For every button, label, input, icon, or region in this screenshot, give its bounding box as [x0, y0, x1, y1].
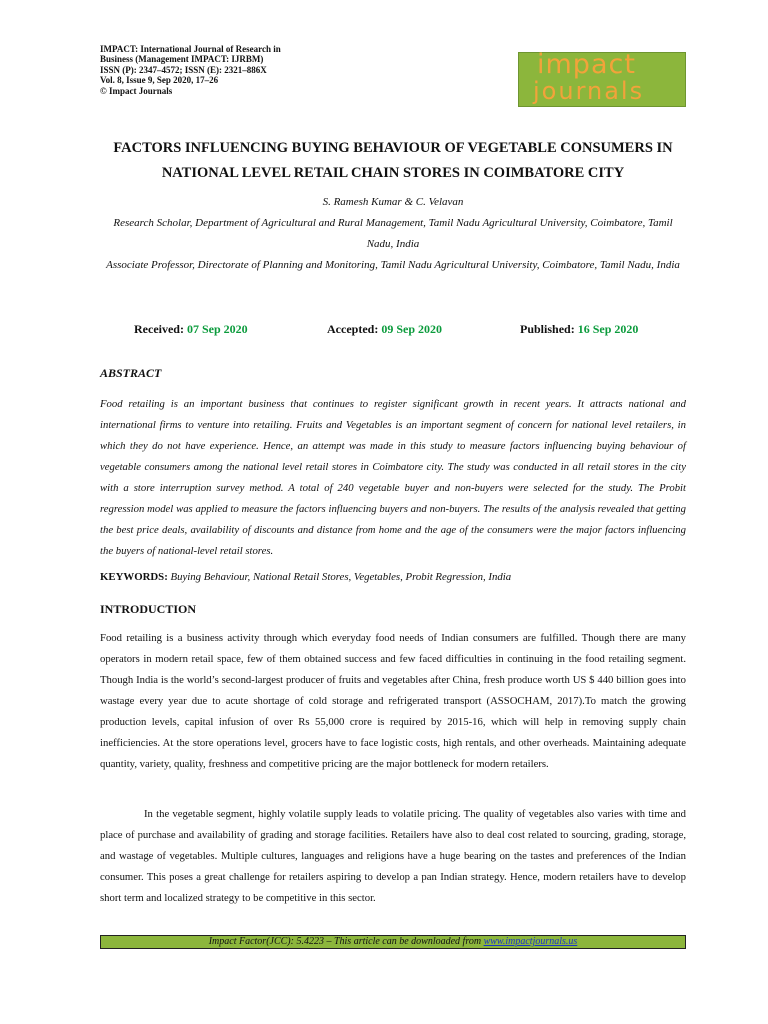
title-line-1: FACTORS INFLUENCING BUYING BEHAVIOUR OF VEGETABLE CONSUMERS IN: [113, 140, 673, 156]
journal-header: [100, 44, 330, 96]
page-footer: [100, 935, 686, 949]
keywords: [100, 571, 686, 583]
abstract-text: Food retailing is an important business that continues to register significant growth in recent years. It attracts national and international firms to venture into retailing. Fruits and Vegetables is an important segment of concern for national level retailers, in which they do not have experience. Hence, an attempt was made in this study to measure factors influencing buying behaviour of vegetable consumers among the national level retail stores in Coimbatore city. The study was conducted in all retail stores in the city with a store interruption survey method. A total of 240 vegetable buyer and non-buyers were selected for the study. The Probit regression model was applied to measure the factors influencing buyers and non-buyers. The results of the analysis revealed that getting the best price deals, availability of discounts and distance from home and the age of the consumers were the major factors influencing the buyers of national-level retail stores.: [100, 398, 686, 557]
journal-name-line-1: IMPACT: International Journal of Research in: [100, 44, 281, 54]
paper-title: [100, 136, 686, 186]
accepted-date: [327, 322, 442, 337]
published-label: Published:: [520, 322, 575, 336]
footer-text: Impact Factor(JCC): 5.4223 – This article can be downloaded from: [208, 936, 484, 947]
issn-line: ISSN (P): 2347–4572; ISSN (E): 2321–886X: [100, 64, 267, 75]
accepted-value: 09 Sep 2020: [381, 322, 442, 336]
impact-journals-logo: [518, 49, 686, 107]
affiliation-1: Research Scholar, Department of Agricultural and Rural Management, Tamil Nadu Agricultural University, Coimbatore, Tamil Nadu, India: [113, 217, 673, 250]
published-date: [520, 322, 638, 337]
accepted-label: Accepted:: [327, 322, 379, 336]
intro-paragraph-2: In the vegetable segment, highly volatile supply leads to volatile pricing. The quality of vegetables also varies with time and place of purchase and availability of grading and storage facilities. Retailers have also to deal cost related to sourcing, grading, storage, and wastage of vegetables. Multiple cultures, languages and religions have a huge bearing on the tastes and preferences of the Indian consumer. This poses a great challenge for retailers aspiring to develop a pan Indian strategy. Hence, modern retailers have to develop short term and localized strategy to be competitive in this sector.: [100, 808, 686, 904]
authors: S. Ramesh Kumar & C. Velavan: [322, 196, 464, 208]
affiliation-2: Associate Professor, Directorate of Planning and Monitoring, Tamil Nadu Agricultural University, Coimbatore, Tamil Nadu, India: [106, 259, 680, 271]
abstract-heading: ABSTRACT: [100, 366, 162, 380]
logo-text-top: impact: [537, 49, 636, 80]
title-line-2: NATIONAL LEVEL RETAIL CHAIN STORES IN COIMBATORE CITY: [161, 165, 625, 181]
received-date: [134, 322, 248, 337]
footer-link[interactable]: www.impactjournals.us: [483, 936, 578, 947]
logo-text-bottom: journals: [533, 77, 645, 105]
introduction-heading: INTRODUCTION: [100, 602, 197, 616]
intro-paragraph-1: Food retailing is a business activity through which everyday food needs of Indian consumers are fulfilled. Though there are many operators in modern retail space, few of them obtained success and few faced difficulties in continuing in the food retailing segment. Though India is the world’s second-largest producer of fruits and vegetables after China, fresh produce worth US $ 440 billion goes into wastage every year due to acute shortage of cold storage and refrigerated transport (ASSOCHAM, 2017).To match the growing production levels, capital infusion of over Rs 55,000 crore is required by 2015-16, which will help in removing supply chain inefficiencies. At the store operations level, grocers have to face logistic costs, high rentals, and other overheads. Maintaining adequate quantity, variety, quality, freshness and competitive pricing are the major bottleneck for modern retailers.: [100, 632, 686, 770]
volume-line: Vol. 8, Issue 9, Sep 2020, 17–26: [100, 75, 219, 86]
keywords-list: Buying Behaviour, National Retail Stores, Vegetables, Probit Regression, India: [170, 571, 512, 583]
copyright-line: © Impact Journals: [100, 85, 173, 96]
journal-name-line-2: Business (Management IMPACT: IJRBM): [100, 54, 264, 65]
received-value: 07 Sep 2020: [186, 322, 248, 336]
received-label: Received:: [134, 322, 184, 336]
published-value: 16 Sep 2020: [577, 322, 639, 336]
keywords-label: KEYWORDS:: [100, 571, 168, 583]
